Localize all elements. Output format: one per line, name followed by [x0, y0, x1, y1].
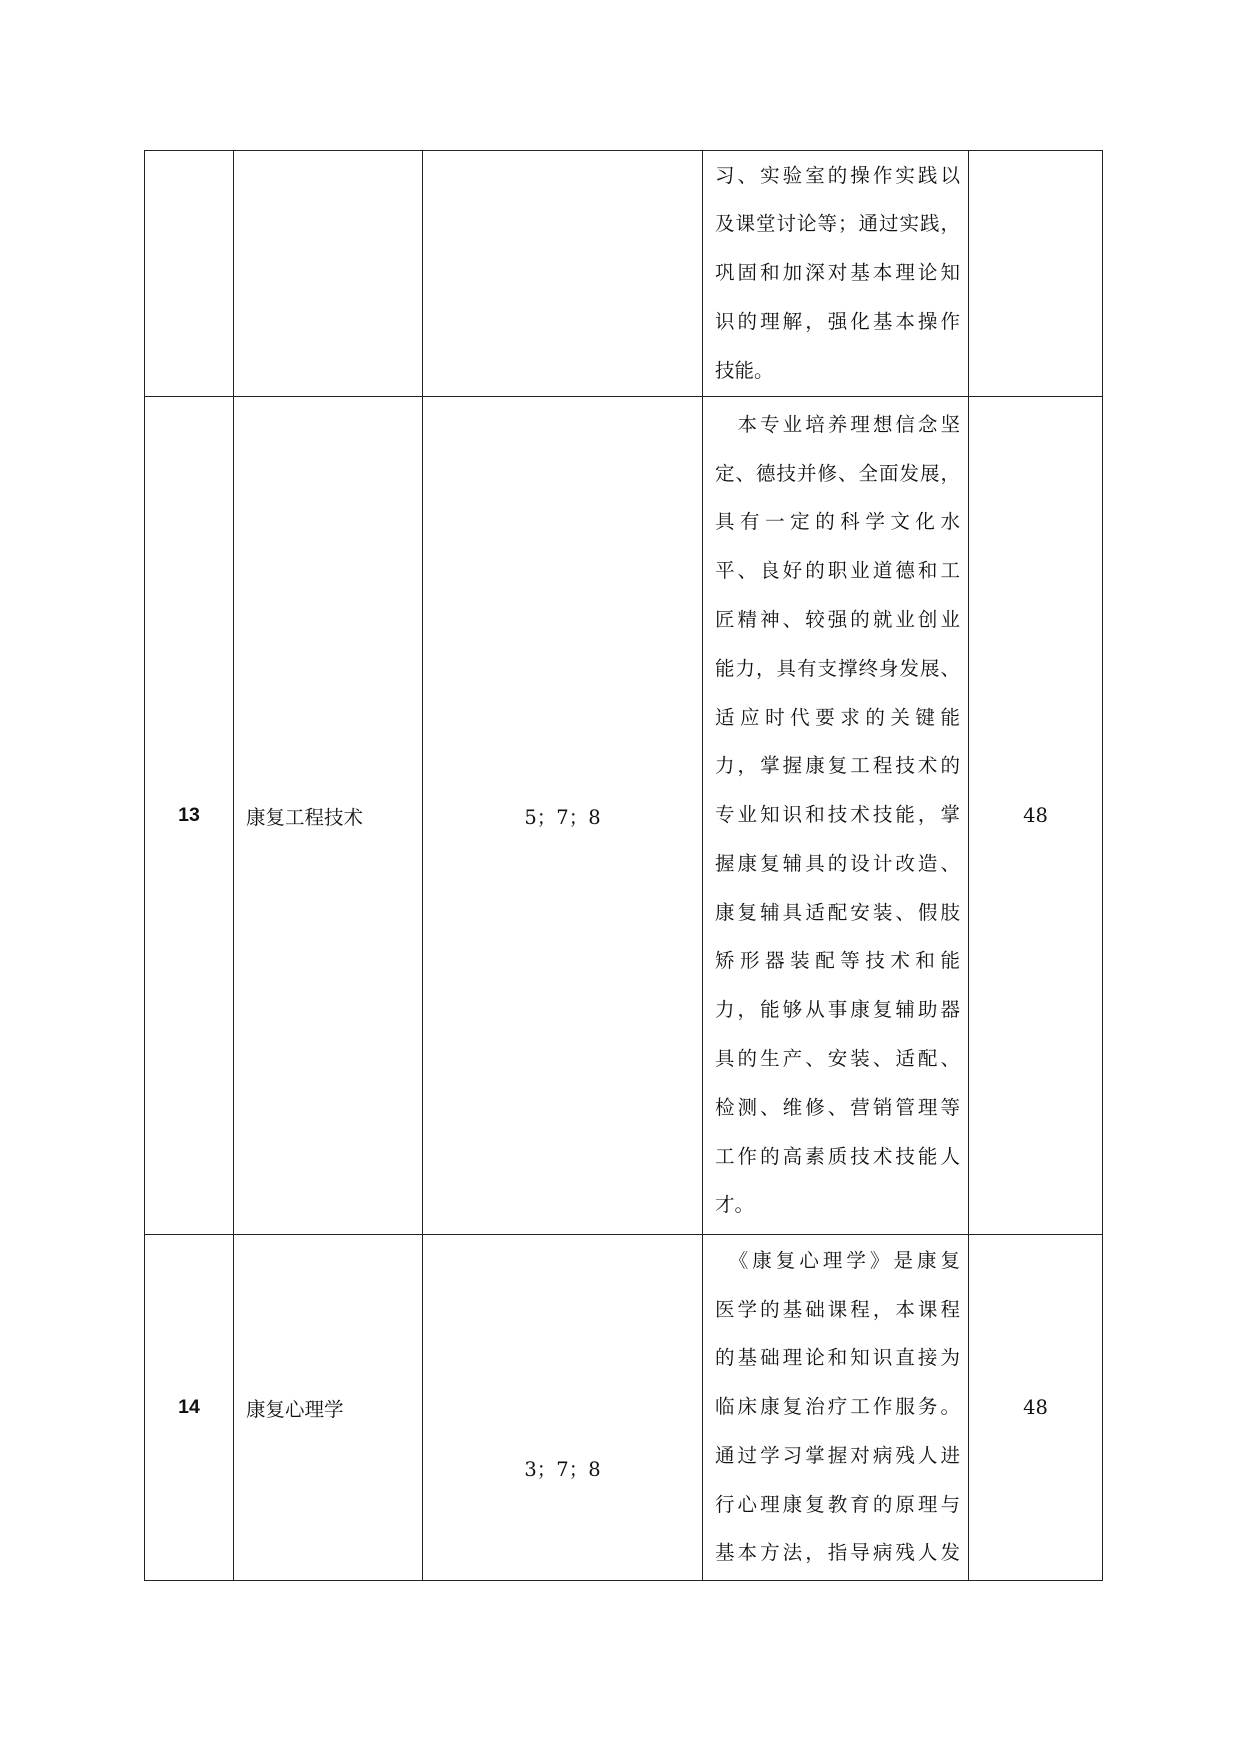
description-line: 本专业培养理想信念坚: [715, 412, 960, 436]
course-hours: [969, 151, 1103, 397]
description-line: 具的生产、安装、适配、: [715, 1047, 960, 1071]
course-hours: 48: [969, 1235, 1103, 1581]
description-line: 力，掌握康复工程技术的: [715, 754, 960, 778]
description-line: 基本方法，指导病残人发: [715, 1541, 960, 1565]
row-number: 14: [145, 1235, 234, 1581]
course-description: [703, 1235, 969, 1581]
description-line: 矫形器装配等技术和能: [715, 949, 960, 973]
description-line: 习、实验室的操作实践以: [715, 163, 960, 187]
table-row: [145, 151, 1103, 397]
description-line: 通过学习掌握对病残人进: [715, 1443, 960, 1467]
description-line: 能力，具有支撑终身发展、: [715, 656, 960, 680]
description-line: 平、良好的职业道德和工: [715, 559, 960, 583]
description-line: 才。: [715, 1193, 755, 1217]
course-condition: [423, 151, 703, 397]
description-line: 行心理康复教育的原理与: [715, 1492, 960, 1516]
row-number: [145, 151, 234, 397]
table-row: [145, 1235, 1103, 1581]
description-line: 及课堂讨论等；通过实践，: [715, 212, 960, 236]
description-line: 力，能够从事康复辅助器: [715, 998, 960, 1022]
course-description: [703, 151, 969, 397]
row-number: 13: [145, 397, 234, 1235]
description-line: 适应时代要求的关键能: [715, 705, 960, 729]
description-line: 康复辅具适配安装、假肢: [715, 900, 960, 924]
description-line: 技能。: [715, 358, 774, 382]
description-line: 识的理解，强化基本操作: [715, 309, 960, 333]
description-line: 握康复辅具的设计改造、: [715, 851, 960, 875]
course-condition: 3；7；8: [524, 1457, 601, 1481]
description-line: 工作的高素质技术技能人: [715, 1144, 960, 1168]
course-condition-cell: [423, 1235, 703, 1581]
course-hours: 48: [969, 397, 1103, 1235]
course-description: [703, 397, 969, 1235]
description-line: 巩固和加深对基本理论知: [715, 261, 960, 285]
course-condition: 5；7；8: [423, 397, 703, 1235]
description-line: 检测、维修、营销管理等: [715, 1095, 960, 1119]
description-line: 具有一定的科学文化水: [715, 510, 960, 534]
description-line: 专业知识和技术技能，掌: [715, 803, 960, 827]
course-name: 康复工程技术: [234, 397, 423, 1235]
description-line: 定、德技并修、全面发展，: [715, 461, 960, 485]
course-name: [234, 151, 423, 397]
table-row: [145, 397, 1103, 1235]
description-line: 医学的基础课程，本课程: [715, 1297, 960, 1321]
course-name: 康复心理学: [234, 1235, 423, 1581]
description-line: 匠精神、较强的就业创业: [715, 607, 960, 631]
description-line: 《康复心理学》是康复: [715, 1248, 960, 1272]
description-line: 的基础理论和知识直接为: [715, 1346, 960, 1370]
description-line: 临床康复治疗工作服务。: [715, 1395, 960, 1419]
course-table: [144, 150, 1103, 1581]
